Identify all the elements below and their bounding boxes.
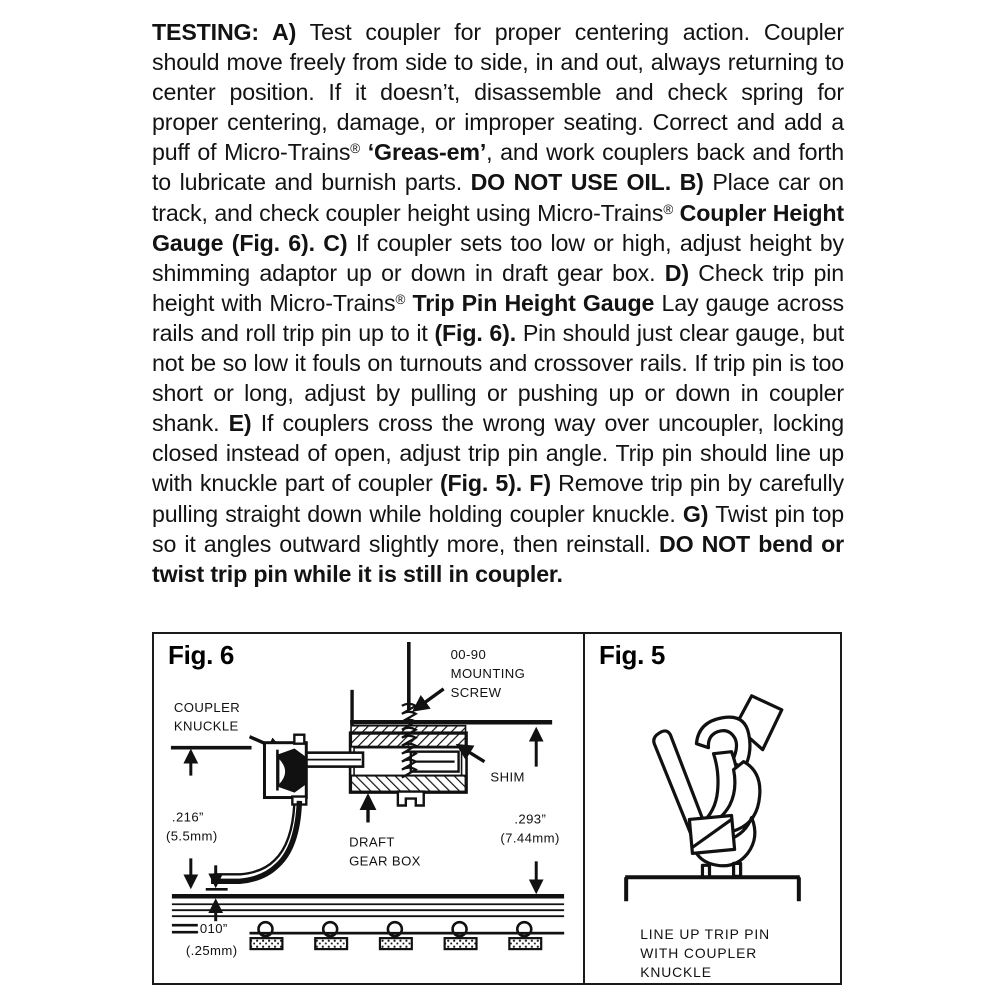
arrow-to-screw — [415, 689, 444, 710]
figure-5-panel — [585, 634, 840, 983]
coupler-knuckle-art — [654, 696, 782, 877]
label-coupler-knuckle-line1: COUPLER — [173, 699, 241, 715]
dim-pin-mm: (.25mm) — [185, 943, 238, 959]
figure-6-title: Fig. 6 — [168, 640, 235, 670]
dim-pin-inches: .010” — [195, 921, 228, 937]
figure-5-title: Fig. 5 — [599, 640, 666, 670]
label-screw-line2: MOUNTING — [450, 665, 526, 681]
arrow-to-shim — [459, 746, 485, 762]
label-draft-line2: GEAR BOX — [349, 853, 421, 869]
label-screw-line3: SCREW — [450, 684, 502, 700]
label-screw-line1: 00-90 — [450, 646, 487, 662]
rail-base-bracket — [625, 877, 800, 901]
figure-5-caption-line3: KNUCKLE — [640, 965, 712, 981]
dim-right-inches: .293” — [514, 811, 547, 827]
dim-right-mm: (7.44mm) — [500, 830, 560, 846]
label-coupler-knuckle-line2: KNUCKLE — [173, 718, 239, 734]
figure-5-caption-line2: WITH COUPLER — [640, 946, 758, 962]
dim-left-inches: .216” — [171, 809, 204, 825]
figure-panel-row — [152, 632, 842, 985]
label-shim: SHIM — [490, 769, 525, 785]
rail-spikes-and-ties — [251, 922, 542, 949]
figure-6-panel — [154, 634, 585, 983]
figure-5-diagram — [585, 634, 840, 983]
figure-6-diagram — [154, 634, 583, 983]
dim-left-mm: (5.5mm) — [165, 828, 218, 844]
label-draft-line1: DRAFT — [349, 834, 395, 850]
instruction-paragraph: TESTING: A) Test coupler for proper centering action. Coupler should move freely from side to side, in and out, always returning to center position. If it doesn’t, disassemble and check spring for proper centering, damage, or improper seating. Correct and add a puff of Micro-Trains® ‘Greas-em’, and work couplers back and forth to lubricate and burnish parts. DO NOT USE OIL. B) Place car on track, and check coupler height using Micro-Trains® Coupler Height Gauge (Fig. 6). C) If coupler sets too low or high, adjust height by shimming adaptor up or down in draft gear box. D) Check trip pin height with Micro-Trains® Trip Pin Height Gauge Lay gauge across rails and roll trip pin up to it (Fig. 6). Pin should just clear gauge, but not be so low it fouls on turnouts and crossover rails. If trip pin is too short or long, adjust by pulling or pushing up or down in coupler shank. E) If couplers cross the wrong way over uncoupler, locking closed instead of open, adjust trip pin angle. Trip pin should line up with knuckle part of coupler (Fig. 5). F) Remove trip pin by carefully pulling straight down while holding coupler knuckle. G) Twist pin top so it angles outward slightly more, then reinstall. DO NOT bend or twist trip pin while it is still in coupler. — [152, 19, 845, 587]
figure-5-caption-line1: LINE UP TRIP PIN — [640, 927, 771, 943]
